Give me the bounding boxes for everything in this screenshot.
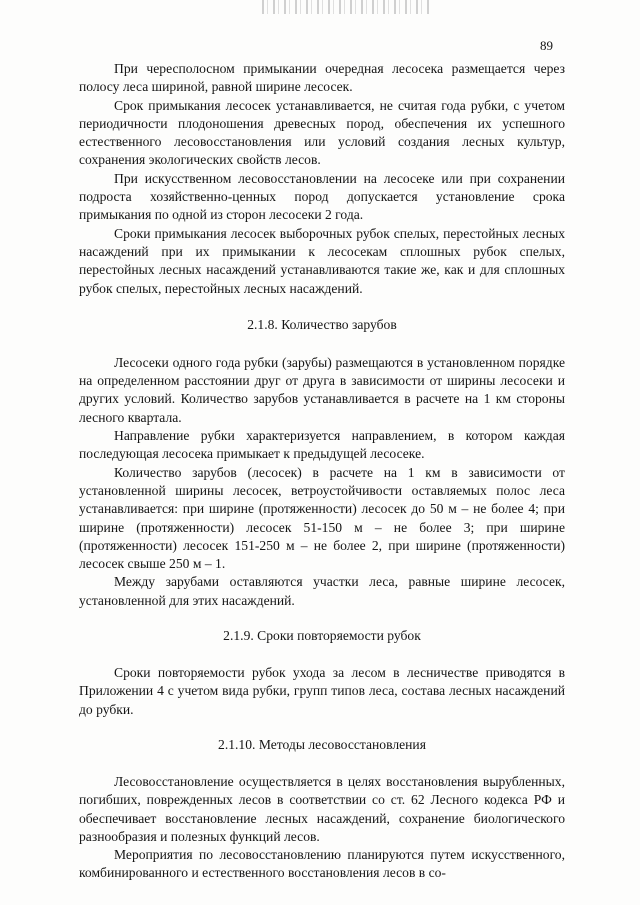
paragraph: Лесосеки одного года рубки (зарубы) размещаются в установленном порядке на определенном расстоянии друг от друга в зависимости от ширины лесосеки и других условий. Количество зарубов устанавливается в расчете на 1 км стороны лесного квартала. [79,354,565,425]
paragraph: При искусственном лесовосстановлении на лесосеке или при сохранении подроста хозяйственно-ценных пород допускается установление срока примыкания по одной из сторон лесосеки 2 года. [79,170,565,223]
paragraph: Сроки повторяемости рубок ухода за лесом в лесничестве приводятся в Приложении 4 с учетом вида рубки, групп типов леса, состава лесных насаждений до рубки. [79,665,565,717]
document-body [79,60,565,883]
scan-artifact [262,0,432,14]
paragraph: Сроки примыкания лесосек выборочных рубок спелых, перестойных лесных насаждений при их примыкании к лесосекам сплошных рубок спелых, перестойных лесных насаждений устанавливаются такие же, как и для сплошных рубок спелых, перестойных лесных насаждений. [79,225,565,296]
section-heading-2-1-8: 2.1.8. Количество зарубов [247,316,397,332]
paragraph: Лесовосстановление осуществляется в целях восстановления вырубленных, погибших, поврежденных лесов в соответствии со ст. 62 Лесного кодекса РФ и обеспечивает восстановление лесных насаждений, сохранение биологического разнообразия и полезных функций лесов. [79,773,565,844]
paragraph: Между зарубами оставляются участки леса, равные ширине лесосек, установленной для этих насаждений. [79,574,565,608]
paragraph: Количество зарубов (лесосек) в расчете на 1 км в зависимости от установленной ширины лесосек, ветроустойчивости оставляемых полос леса устанавливается: при ширине (протяженности) лесосек до 50 м – не более 4; при ширине (протяженности) лесосек 51-150 м – не более 3; при ширине (протяженности) лесосек 151-250 м – не более 2, при ширине (протяженности) лесосек свыше 250 м – 1. [79,464,565,572]
section-heading-2-1-9: 2.1.9. Сроки повторяемости рубок [223,628,421,644]
paragraph: Мероприятия по лесовосстановлению планируются путем искусственного, комбинированного и естественного восстановления лесов в со- [79,847,565,881]
paragraph: Направление рубки характеризуется направлением, в котором каждая последующая лесосека примыкает к предыдущей лесосеке. [79,428,565,462]
section-heading-2-1-10: 2.1.10. Методы лесовосстановления [218,736,426,752]
paragraph: При чересполосном примыкании очередная лесосека размещается через полосу леса шириной, равной ширине лесосек. [79,61,565,95]
paragraph: Срок примыкания лесосек устанавливается, не считая года рубки, с учетом периодичности плодоношения древесных пород, обеспечения их успешного естественного лесовосстановления или условий создания лесных культур, сохранения экологических свойств лесов. [79,97,565,168]
page-number: 89 [540,38,553,53]
